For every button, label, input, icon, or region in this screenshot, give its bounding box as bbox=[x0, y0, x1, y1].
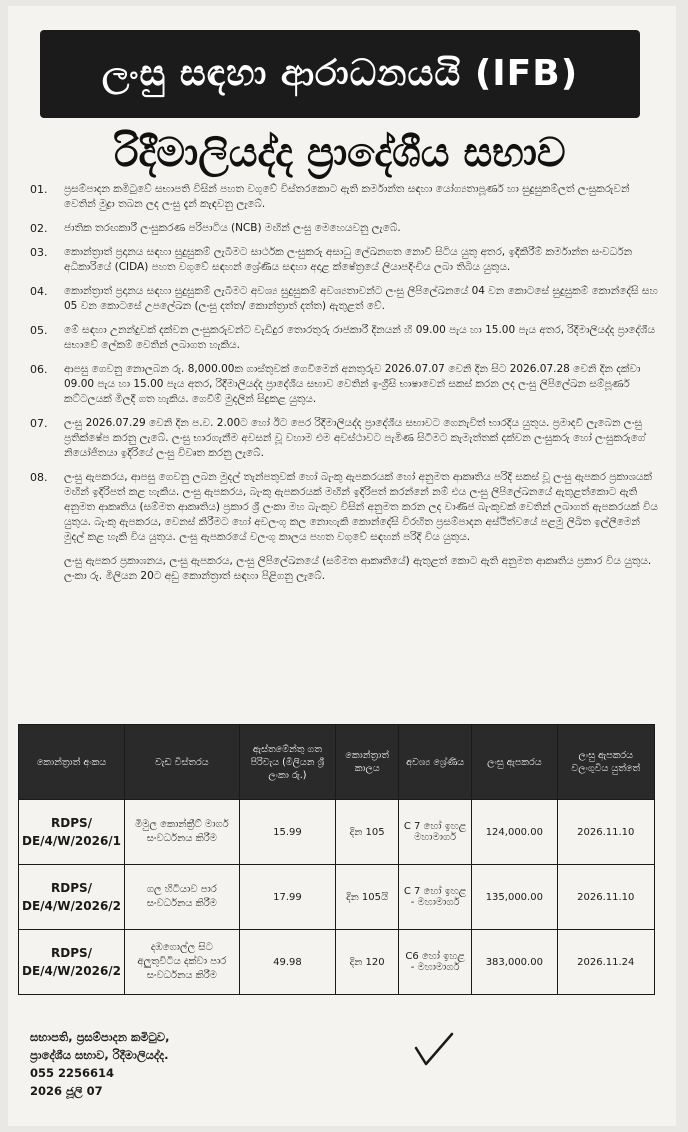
security-note: ලංසු ඇපකර ප්‍රකාශනය, ලංසු ඇපකරය, ලංසු ලිපිලේඛනයේ (සම්මත ආකෘතියේ) ඇතුළත් කොට ඇති අනුමත ආකෘතිය ප්‍රකාර විය යුතුය. ලංකා රු. මිලියන 20ට අඩු කොන්ත්‍රාත් සඳහා පිළිගනු ලැබේ. bbox=[64, 555, 652, 582]
col-required-grade: අවශ්‍ය ශ්‍රේණිය bbox=[399, 725, 472, 800]
phone-number: 055 2256614 bbox=[30, 1066, 115, 1080]
table-row bbox=[19, 800, 655, 865]
work-description: දඹගොල්ල සිට අලුතුවිටිය දක්වා පාර සංවර්ධනය කිරීම bbox=[125, 930, 240, 995]
estimated-cost: 49.98 bbox=[239, 930, 336, 995]
bid-security: 383,000.00 bbox=[472, 930, 557, 995]
signature-block bbox=[30, 1028, 169, 1100]
clause-text: ජාතික තරඟකාරී ලංසුකරණ පරිපාටිය (NCB) මඟින් ලංසු මෙහෙයවනු ලැබේ. bbox=[64, 222, 401, 234]
clause-number: 02. bbox=[30, 222, 48, 235]
clause-text: ප්‍රසම්පාදන කමිටුවේ සභාපති විසින් පහත වගුවේ විස්තරකොට ඇති කර්මාන්ත සඳහා යෝග්‍යතාපූර්ණ හා සුදුසුකම්ලත් ලංසුකරුවන් වෙතින් මුද්‍රා තබන ලද ලංසු දැන් කැඳවනු ලැබේ. bbox=[64, 183, 630, 210]
contract-no: RDPS/ DE/4/W/2026/2 bbox=[19, 930, 125, 995]
clause bbox=[30, 362, 660, 407]
clause-list bbox=[30, 182, 660, 584]
clause-number: 08. bbox=[30, 471, 48, 484]
contract-period: දින 105 bbox=[336, 800, 399, 865]
clause-number: 04. bbox=[30, 285, 48, 298]
checkmark-icon bbox=[412, 1030, 456, 1070]
table-row bbox=[19, 930, 655, 995]
bid-security: 124,000.00 bbox=[472, 800, 557, 865]
clause bbox=[30, 182, 660, 212]
bid-security: 135,000.00 bbox=[472, 865, 557, 930]
clause-number: 01. bbox=[30, 183, 48, 196]
clause-number: 03. bbox=[30, 246, 48, 259]
security-validity: 2026.11.10 bbox=[557, 800, 654, 865]
clause-text: ආපසු ගෙවනු නොලබන රු. 8,000.00ක ගාස්තුවක් ගෙවීමෙන් අනතුරුව 2026.07.07 වෙනි දින සිට 2026.07.28 වෙනි දින දක්වා 09.00 පැය හා 15.00 පැය අතර, රිදීමාලියද්ද ප්‍රාදේශීය සභාව වෙතින් ඉංග්‍රීසි භාෂාවෙන් සකස් කරන ලද ලංසු ලිපිලේඛන සම්පූර්ණ කට්ටලයක් මිලදී ගත හැකිය. ගෙවීම් මුදලින් සිදුකළ යුතුය. bbox=[64, 363, 641, 405]
clause-text: කොන්ත්‍රාත් ප්‍රදානය සඳහා සුදුසුකම් ලැබීමට සාර්ථක ලංසුකරු අසාධු ලේඛනගත නොවී සිටිය යුතු අතර, ඉදිකිරීම් කර්මාන්ත සංවර්ධන අධිකාරියේ (CIDA) පහත වගුවේ සඳහන් ශ්‍රේණිය සඳහා අදාළ ක්ෂේත්‍රයේ ලියාපදිංචිය ලබා තිබිය යුතුය. bbox=[64, 246, 633, 273]
table-header-row bbox=[19, 725, 655, 800]
col-contract-no: කොන්ත්‍රාත් අංකය bbox=[19, 725, 125, 800]
contract-period: දින 105යි bbox=[336, 865, 399, 930]
table-row bbox=[19, 865, 655, 930]
required-grade: C 7 හෝ ඉහළ මහාමාර්ග bbox=[399, 800, 472, 865]
work-description: මිමුල කොන්ක්‍රීට් මාර්ග සංවර්ධනය කිරීම bbox=[125, 800, 240, 865]
contract-no: RDPS/ DE/4/W/2026/1 bbox=[19, 800, 125, 865]
clause bbox=[30, 470, 660, 545]
heading-banner bbox=[40, 30, 640, 118]
clause-text: ලංසු ඇපකරය, ආපසු ගෙවනු ලබන මුදල් තැන්පතුවක් හෝ බැංකු ඇපකරයක් හෝ අනුමත ආකෘතිය පරිදි සකස් වූ ලංසු ඇපකර ප්‍රකාශයක් මඟින් ඉදිරිපත් කළ හැකිය. ලංසු ඇපකරය, බැංකු ඇපකරයක් මඟින් ඉදිරිපත් කරන්නේ නම් එය ලංසු ලිපිලේඛනයේ ඇතුළත්කොට ඇති අනුමත ආකෘතිය (සම්මත ආකෘතිය) ප්‍රකාර ශ්‍රී ලංකා මහ බැංකුව විසින් අනුමත කරන ලද වාණිජ බැංකුවක් වෙතින් ලබාගත් ඇපකරයක් විය යුතුය. බැංකු ඇපකරය, වෙනස් කිරීමට හෝ අවලංගු කල නොහැකි කොන්දේසි විරහිත ප්‍රසම්පාදන අස්ථිත්වයේ පළමු ලිඛිත ඉල්ලීමෙන් මුදල් කළ හැකි විය යුතුය. ලංසු ඇපකරයේ වලංගු කාලය පහත වගුවේ සඳහන් පරිදි විය යුතුය. bbox=[64, 471, 658, 543]
col-security-validity: ලංසු ඇපකරය වලංගුවිය යුත්තේ bbox=[557, 725, 654, 800]
clause-number: 05. bbox=[30, 324, 48, 337]
clause-text: මේ සඳහා උනන්දුවක් දක්වන ලංසුකරුවන්ට වැඩිදුර තොරතුරු රාජකාරී දිනයන් හි 09.00 පැය හා 15.00 පැය අතර, රිදීමාලියද්ද ප්‍රාදේශීය සභාවේ ලේකම් වෙතින් ලබාගත හැකිය. bbox=[64, 324, 656, 351]
signatory-office: ප්‍රාදේශීය සභාව, රිදීමාලියද්ද. bbox=[30, 1048, 169, 1062]
estimated-cost: 15.99 bbox=[239, 800, 336, 865]
signatory-title: සභාපති, ප්‍රසම්පාදන කමිටුව, bbox=[30, 1030, 170, 1044]
clause-number: 07. bbox=[30, 417, 48, 430]
clause bbox=[30, 245, 660, 275]
contract-period: දින 120 bbox=[336, 930, 399, 995]
col-bid-security: ලංසු ඇපකරය bbox=[472, 725, 557, 800]
security-validity: 2026.11.10 bbox=[557, 865, 654, 930]
clause bbox=[30, 323, 660, 353]
contract-no: RDPS/ DE/4/W/2026/2 bbox=[19, 865, 125, 930]
clause bbox=[30, 284, 660, 314]
authority-title: රිදීමාලියද්ද ප්‍රාදේශීය සභාව bbox=[114, 130, 566, 176]
work-description: ගල හිටියාව පාර සංවර්ධනය කිරීම bbox=[125, 865, 240, 930]
notice-date: 2026 ජූලි 07 bbox=[30, 1084, 103, 1098]
col-contract-period: කොන්ත්‍රාත් කාලය bbox=[336, 725, 399, 800]
clause-text: කොන්ත්‍රාත් ප්‍රදානය සඳහා සුදුසුකම් ලැබීමට අවශ්‍ය සුදුසුකම් අවශ්‍යතාවන්ට ලංසු ලිපිලේඛනයේ 04 වන කොටසේ සුදුසුකම් කොන්දේසි සහ 05 වන කොටසේ උපලේඛන (ලංසු දත්ත/ කොන්ත්‍රාත් දත්ත) ඇතුළත් වේ. bbox=[64, 285, 658, 312]
required-grade: C6 හෝ ඉහළ - මහාමාර්ග bbox=[399, 930, 472, 995]
clause bbox=[30, 221, 660, 236]
clause-text: ලංසු 2026.07.29 වෙනි දින ප.ව. 2.00ට හෝ ඊට පෙර රිදීමාලියද්ද ප්‍රාදේශීය සභාවට ගෙනැවිත් භාරදිය යුතුය. ප්‍රමාදවී ලැබෙන ලංසු ප්‍රතික්ෂේප කරනු ලැබේ. ලංසු භාරගැනීම අවසන් වූ වහාම එම අවස්ථාවට පැමිණ සිටීමට කැමැත්තක් දක්වන ලංසුකරු හෝ ලංසුකරුගේ නියෝජිතයා ඉදිරියේ ලංසු විවෘත කරනු ලැබේ. bbox=[64, 417, 646, 459]
security-validity: 2026.11.24 bbox=[557, 930, 654, 995]
heading: ලංසු සඳහා ආරාධනයයි (IFB) bbox=[101, 53, 579, 94]
col-work-description: වැඩ විස්තරය bbox=[125, 725, 240, 800]
col-estimated-cost: ඇස්තමේන්තු ගත පිරිවැය (මිලියන ශ්‍රී ලංකා රු.) bbox=[239, 725, 336, 800]
required-grade: C 7 හෝ ඉහළ - මහාමාර්ග bbox=[399, 865, 472, 930]
clause bbox=[30, 416, 660, 461]
tender-table bbox=[18, 724, 655, 995]
estimated-cost: 17.99 bbox=[239, 865, 336, 930]
clause-number: 06. bbox=[30, 363, 48, 376]
